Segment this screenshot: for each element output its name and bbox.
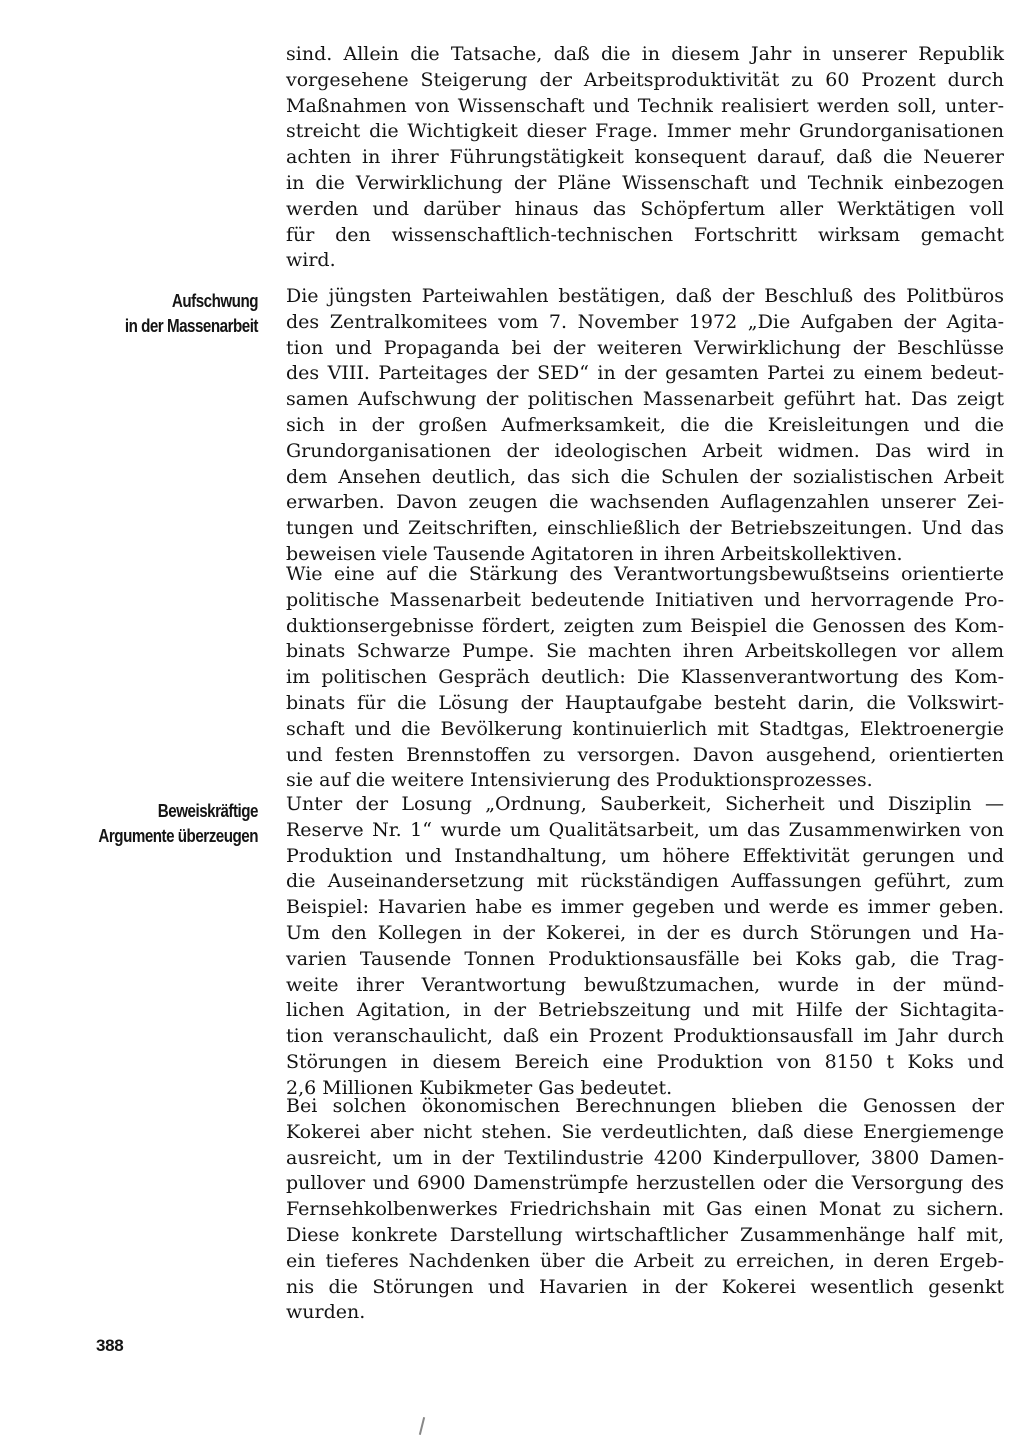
text-line: streicht die Wichtigkeit dieser Frage. Immer mehr Grundorganisationen — [286, 120, 1004, 143]
text-line: tion veranschaulicht, daß ein Prozent Produktionsausfall im Jahr durch — [286, 1025, 1004, 1048]
paragraph-3 — [286, 562, 1004, 794]
text-line: erwarben. Davon zeugen die wachsenden Auflagenzahlen unserer Zei- — [286, 491, 1004, 514]
text-line: Fernsehkolbenwerkes Friedrichshain mit Gas einen Monat zu sichern. — [286, 1198, 1004, 1221]
text-line: und festen Brennstoffen zu versorgen. Davon ausgehend, orientierten — [286, 743, 1004, 766]
text-line: samen Aufschwung der politischen Massenarbeit geführt hat. Das zeigt — [286, 388, 1004, 411]
text-line: achten in ihrer Führungstätigkeit konsequent darauf, daß die Neuerer — [286, 146, 1004, 169]
text-line: beweisen viele Tausende Agitatoren in ihren Arbeitskollektiven. — [286, 542, 903, 565]
text-line: wurden. — [286, 1301, 366, 1324]
paragraph-2 — [286, 284, 1004, 568]
marginal-heading-1 — [94, 288, 258, 338]
text-line: Störungen in diesem Bereich eine Produktion von 8150 t Koks und — [286, 1050, 1004, 1073]
text-line: dem Ansehen deutlich, das sich die Schulen der sozialistischen Arbeit — [286, 465, 1004, 488]
marginal-heading-line: Aufschwung — [171, 290, 258, 311]
text-line: für den wissenschaftlich-technischen Fortschritt wirksam gemacht — [286, 223, 1004, 246]
text-line: tion und Propaganda bei der weiteren Verwirklichung der Beschlüsse — [286, 336, 1004, 359]
marginal-heading-line: Argumente überzeugen — [98, 825, 258, 846]
scan-artifact-mark — [419, 1417, 425, 1435]
text-line: Unter der Losung „Ordnung, Sauberkeit, Sicherheit und Disziplin — — [286, 793, 1004, 815]
text-line: binats für die Lösung der Hauptaufgabe besteht darin, die Volkswirt- — [286, 691, 1004, 714]
text-line: wird. — [286, 249, 336, 272]
text-line: Reserve Nr. 1“ wurde um Qualitätsarbeit, um das Zusammenwirken von — [286, 818, 1004, 841]
text-line: lichen Agitation, in der Betriebszeitung und mit Hilfe der Sichtagita- — [286, 999, 1004, 1022]
text-line: pullover und 6900 Damenstrümpfe herzustellen oder die Versorgung des — [286, 1172, 1004, 1195]
text-line: Beispiel: Havarien habe es immer gegeben und werde es immer geben. — [286, 896, 1004, 919]
paragraph-5 — [286, 1094, 1004, 1326]
text-line: ausreicht, um in der Textilindustrie 4200 Kinderpullover, 3800 Damen- — [286, 1146, 1004, 1169]
text-line: weite ihrer Verantwortung bewußtzumachen, wurde in der münd- — [286, 973, 1004, 996]
text-line: Maßnahmen von Wissenschaft und Technik realisiert werden soll, unter- — [286, 94, 1004, 117]
text-line: in die Verwirklichung der Pläne Wissenschaft und Technik einbezogen — [286, 171, 1004, 194]
text-line: sich in der großen Aufmerksamkeit, die die Kreisleitungen und die — [286, 413, 1004, 436]
text-line: Um den Kollegen in der Kokerei, in der es durch Störungen und Ha- — [286, 921, 1004, 944]
text-line: Produktion und Instandhaltung, um höhere Effektivität gerungen und — [286, 844, 1004, 867]
text-line: duktionsergebnisse fördert, zeigten zum Beispiel die Genossen des Kom- — [286, 614, 1004, 637]
text-line: binats Schwarze Pumpe. Sie machten ihren Arbeitskollegen vor allem — [286, 640, 1004, 663]
text-line: Die jüngsten Parteiwahlen bestätigen, daß der Beschluß des Politbüros — [286, 285, 1004, 307]
text-line: schaft und die Bevölkerung kontinuierlich mit Stadtgas, Elektroenergie — [286, 717, 1004, 740]
text-line: sind. Allein die Tatsache, daß die in diesem Jahr in unserer Republik — [286, 43, 1004, 65]
marginal-heading-2 — [94, 798, 258, 848]
text-line: Bei solchen ökonomischen Berechnungen blieben die Genossen der — [286, 1095, 1004, 1117]
text-line: sie auf die weitere Intensivierung des Produktionsprozesses. — [286, 769, 873, 792]
text-line: Diese konkrete Darstellung wirtschaftlicher Zusammenhänge half mit, — [286, 1223, 1004, 1246]
text-line: des Zentralkomitees vom 7. November 1972 „Die Aufgaben der Agita- — [286, 310, 1004, 333]
paragraph-1 — [286, 42, 1004, 274]
text-line: nis die Störungen und Havarien in der Kokerei wesentlich gesenkt — [286, 1275, 1004, 1298]
marginal-heading-line: in der Massenarbeit — [124, 315, 258, 336]
text-line: politische Massenarbeit bedeutende Initiativen und hervorragende Pro- — [286, 588, 1004, 611]
text-line: werden und darüber hinaus das Schöpfertum aller Werktätigen voll — [286, 197, 1004, 220]
text-line: 2,6 Millionen Kubikmeter Gas bedeutet. — [286, 1076, 673, 1099]
text-line: die Auseinandersetzung mit rückständigen Auffassungen geführt, zum — [286, 870, 1004, 893]
page-number: 388 — [96, 1336, 124, 1355]
text-line: Wie eine auf die Stärkung des Verantwortungsbewußtseins orientierte — [286, 563, 1004, 585]
text-line: des VIII. Parteitages der SED“ in der gesamten Partei zu einem bedeut- — [286, 362, 1004, 385]
text-line: tungen und Zeitschriften, einschließlich der Betriebszeitungen. Und das — [286, 517, 1004, 540]
text-line: Grundorganisationen der ideologischen Arbeit widmen. Das wird in — [286, 439, 1004, 462]
marginal-heading-line: Beweiskräftige — [157, 800, 258, 821]
text-line: Kokerei aber nicht stehen. Sie verdeutlichten, daß diese Energiemenge — [286, 1120, 1004, 1143]
text-line: ein tieferes Nachdenken über die Arbeit zu erreichen, in deren Ergeb- — [286, 1249, 1004, 1272]
paragraph-4 — [286, 792, 1004, 1102]
text-line: im politischen Gespräch deutlich: Die Klassenverantwortung des Kom- — [286, 666, 1004, 689]
text-line: varien Tausende Tonnen Produktionsausfälle bei Koks gab, die Trag- — [286, 947, 1004, 970]
text-line: vorgesehene Steigerung der Arbeitsproduktivität zu 60 Prozent durch — [286, 68, 1004, 91]
